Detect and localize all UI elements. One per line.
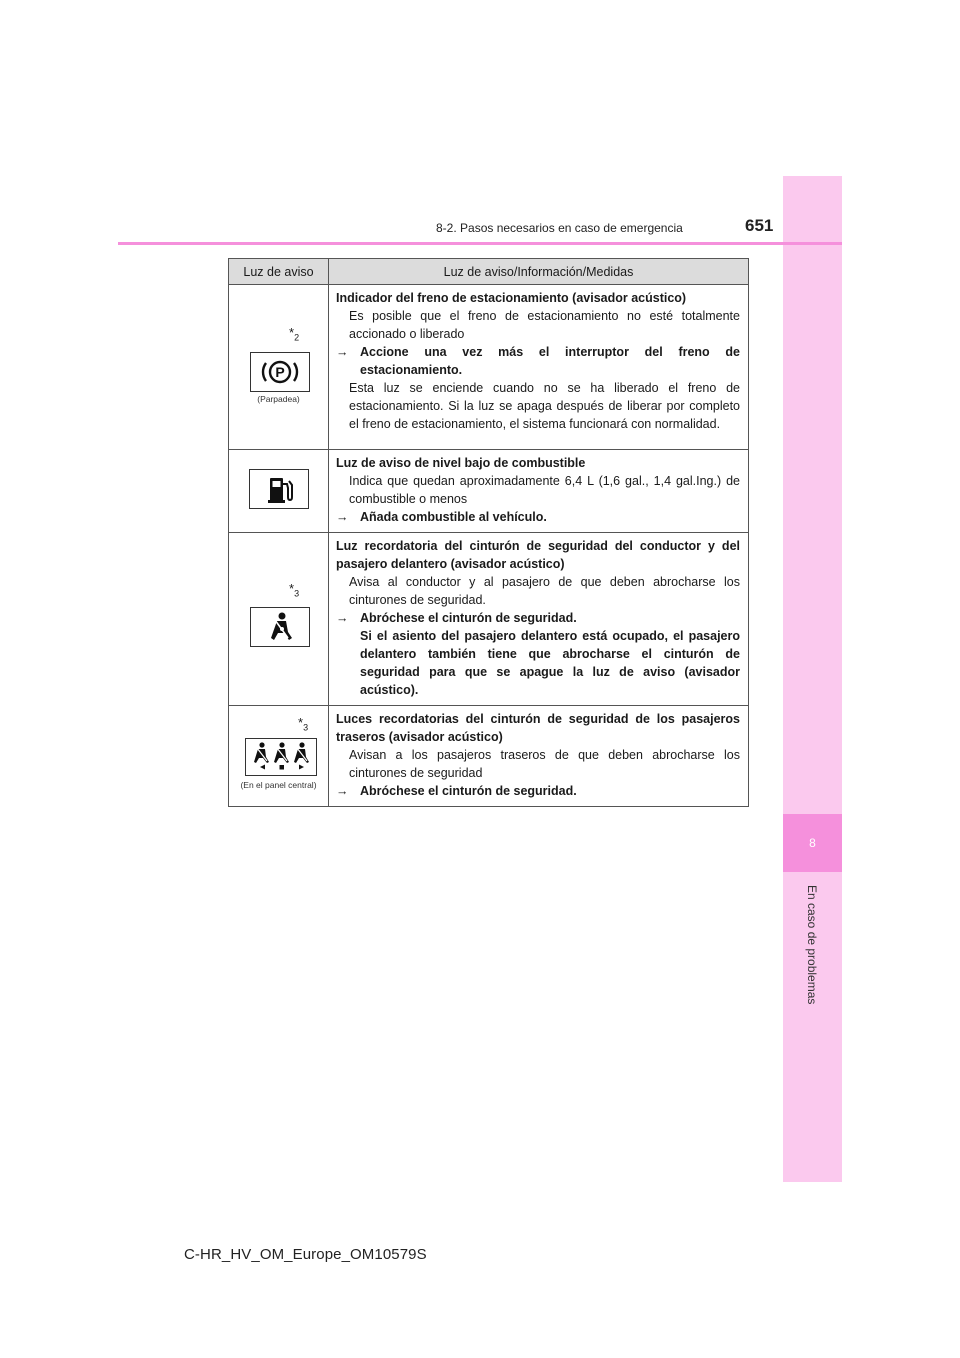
- info-cell: [329, 706, 749, 807]
- chapter-side-tab: [783, 176, 842, 1182]
- action-text: Abróchese el cinturón de seguridad.: [360, 784, 577, 798]
- warning-action: [336, 343, 740, 379]
- column-header-icon: Luz de aviso: [229, 259, 329, 285]
- info-cell: [329, 533, 749, 706]
- icon-caption: (Parpadea): [257, 394, 300, 404]
- warning-action: [336, 508, 740, 526]
- icon-cell: [229, 706, 329, 807]
- info-cell: [329, 285, 749, 450]
- warning-description: Es posible que el freno de estacionamiento no esté totalmente accionado o liberado: [349, 309, 740, 341]
- action-text: Accione una vez más el interruptor del freno de estacionamiento.: [360, 345, 740, 377]
- warning-action-detail: Si el asiento del pasajero delantero está ocupado, el pasajero delantero también tiene que abrocharse el cinturón de seguridad para que se apague la luz de aviso (avisador acústico).: [360, 629, 740, 697]
- info-cell: [329, 450, 749, 533]
- icon-cell: [229, 450, 329, 533]
- table-row: [229, 450, 749, 533]
- warning-action: [336, 609, 740, 627]
- arrow-icon: →: [336, 611, 349, 625]
- arrow-icon: →: [336, 510, 349, 524]
- chapter-number: 8: [783, 814, 842, 872]
- page-number: 651: [745, 216, 774, 235]
- warning-action: [336, 782, 740, 800]
- parking-brake-icon: [250, 352, 310, 392]
- warning-lights-table: [228, 258, 749, 807]
- warning-description: Indica que quedan aproximadamente 6,4 L (1,6 gal., 1,4 gal.Ing.) de combustible o menos: [349, 474, 740, 506]
- icon-cell: [229, 533, 329, 706]
- chapter-title: En caso de problemas: [805, 885, 819, 1005]
- action-text: Añada combustible al vehículo.: [360, 510, 547, 524]
- table-row: [229, 706, 749, 807]
- seatbelt-icon: [250, 607, 310, 647]
- arrow-icon: →: [336, 345, 349, 359]
- header-divider: [118, 242, 842, 245]
- warning-description: Avisan a los pasajeros traseros de que deben abrocharse los cinturones de seguridad: [349, 748, 740, 780]
- section-title: 8-2. Pasos necesarios en caso de emergencia: [436, 221, 683, 235]
- warning-title: Luz recordatoria del cinturón de seguridad del conductor y del pasajero delantero (avisador acústico): [336, 539, 740, 571]
- warning-extra-note: Esta luz se enciende cuando no se ha liberado el freno de estacionamiento. Si la luz se apaga después de liberar por completo el freno de estacionamiento, el sistema funcionará con normalidad.: [349, 381, 740, 431]
- warning-description: Avisa al conductor y al pasajero de que deben abrocharse los cinturones de seguridad.: [349, 575, 740, 607]
- table-header-row: [229, 259, 749, 285]
- warning-title: Luz de aviso de nivel bajo de combustible: [336, 456, 586, 470]
- document-code: C-HR_HV_OM_Europe_OM10579S: [184, 1246, 427, 1263]
- arrow-icon: →: [336, 784, 349, 798]
- warning-title: Luces recordatorias del cinturón de seguridad de los pasajeros traseros (avisador acústico): [336, 712, 740, 744]
- icon-cell: [229, 285, 329, 450]
- warning-title: Indicador del freno de estacionamiento (avisador acústico): [336, 291, 687, 305]
- table-row: [229, 285, 749, 450]
- rear-seatbelt-icon: [245, 738, 317, 776]
- column-header-info: Luz de aviso/Información/Medidas: [329, 259, 749, 285]
- icon-caption: (En el panel central): [240, 780, 317, 790]
- table-row: [229, 533, 749, 706]
- footnote-marker: $*_2$: [289, 325, 300, 343]
- svg-text:P: P: [275, 364, 285, 380]
- action-text: Abróchese el cinturón de seguridad.: [360, 611, 577, 625]
- footnote-marker: $*_3$: [289, 581, 300, 599]
- fuel-pump-icon: [249, 469, 309, 509]
- footnote-marker: $*_3$: [298, 715, 309, 733]
